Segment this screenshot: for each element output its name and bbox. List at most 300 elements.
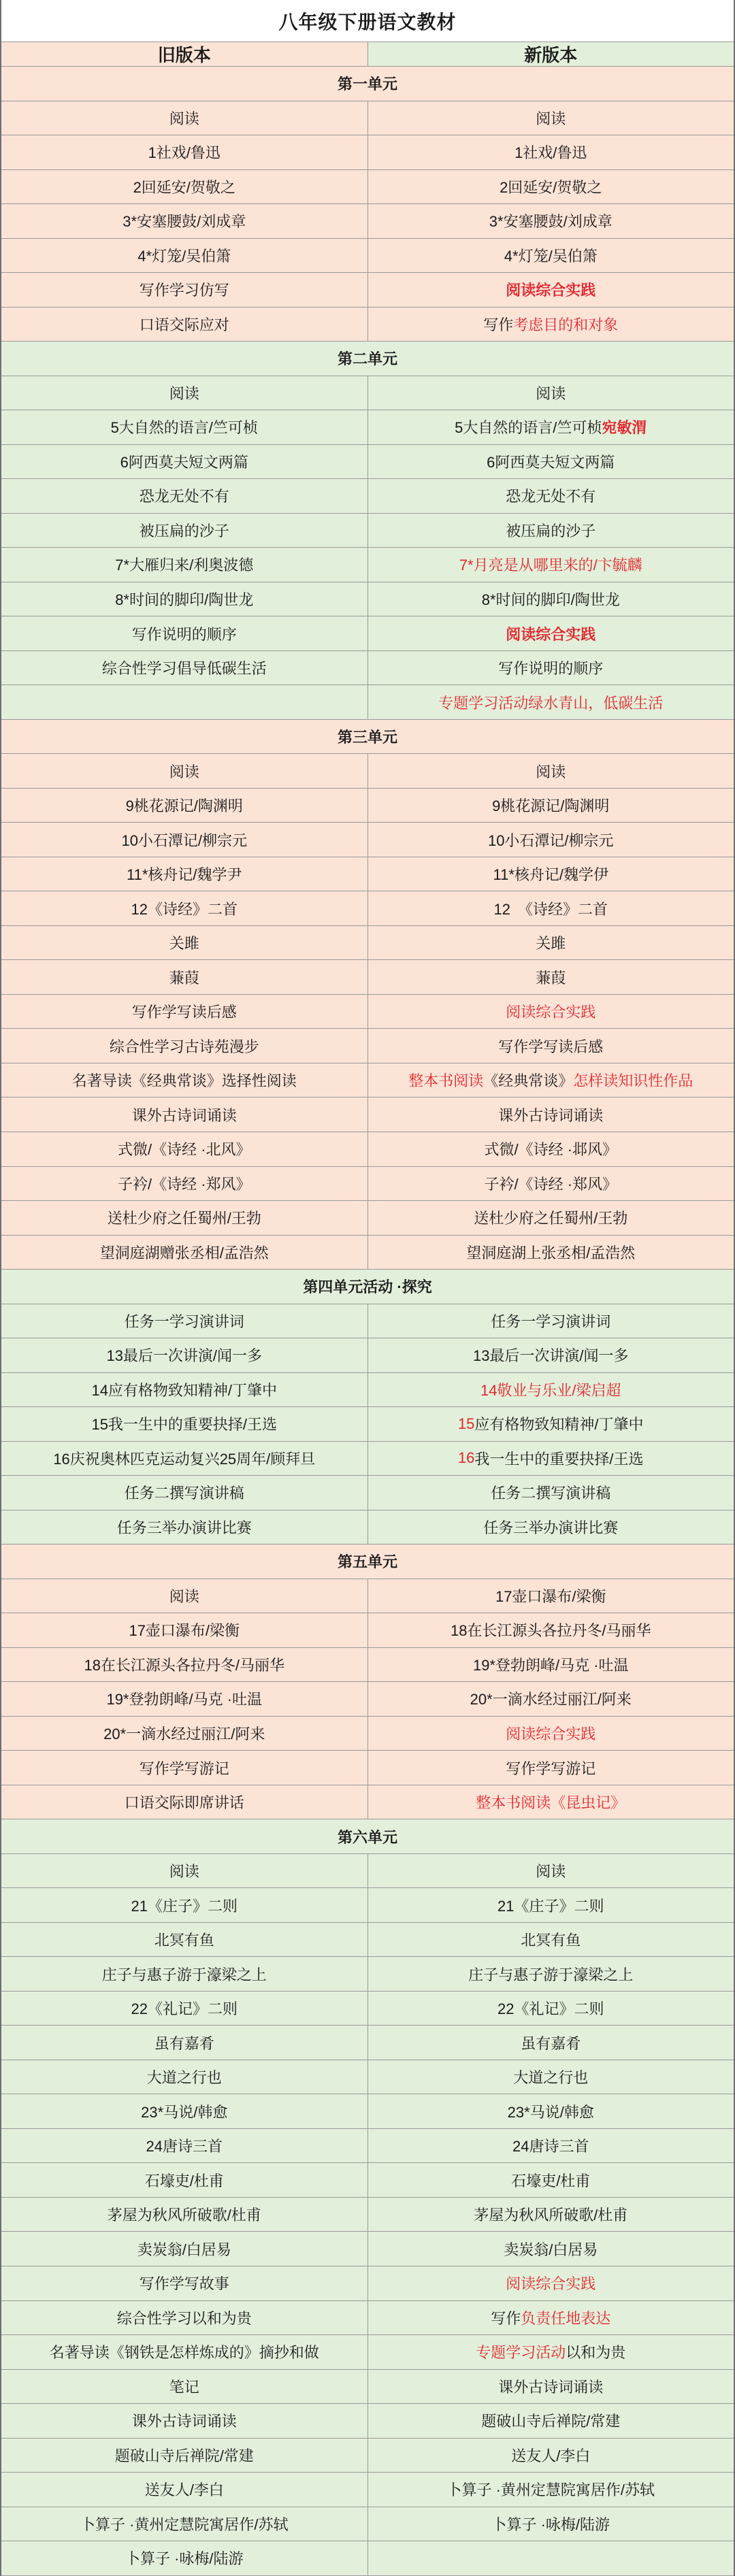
old-version-cell [1,1373,368,1407]
new-version-cell [368,2026,734,2060]
cell-text: 《经典常谈》 [483,1072,574,1090]
cell-text: 阅读 [169,384,199,402]
old-version-cell [1,1957,368,1991]
cell-text: 15我一生中的重要抉择/王选 [91,1416,278,1434]
highlighted-text: 负责任地表达 [521,2309,611,2327]
section-title: 第六单元 [337,1828,397,1846]
old-version-cell [1,2301,368,2335]
new-version-cell [368,2060,734,2094]
old-version-cell [1,1854,368,1888]
old-version-cell [1,1201,368,1235]
cell-text: 任务三举办演讲比赛 [116,1519,252,1536]
new-version-cell [368,1407,734,1441]
new-version-cell [368,2129,734,2163]
old-version-cell [1,376,368,410]
cell-text: 2回延安/贺敬之 [500,178,602,196]
section-header-row [1,67,734,101]
new-version-cell [368,995,734,1029]
cell-text: 关雎 [536,935,566,953]
highlighted-text: 16 [457,1449,475,1467]
cell-text: 卖炭翁/白居易 [504,2241,598,2258]
new-version-cell [368,2404,734,2438]
old-version-cell [1,754,368,788]
new-version-cell [368,960,734,994]
new-version-cell [368,926,734,960]
table-row [1,1682,734,1717]
cell-text: 5大自然的语言/竺可桢 [110,419,258,437]
cell-text: 大道之行也 [146,2069,222,2087]
new-version-cell [368,789,734,823]
highlighted-text: 专题学习活动 [476,2344,566,2362]
cell-text: 9桃花源记/陶渊明 [125,797,243,815]
table-row [1,170,734,205]
cell-text: 阅读 [169,763,199,780]
table-row [1,1029,734,1063]
cell-text: 子衿/《诗经 ·郑风》 [117,1175,251,1193]
highlighted-text: 阅读综合实践 [506,625,596,643]
cell-text: 任务一学习演讲词 [491,1312,611,1330]
new-version-cell [368,135,734,169]
table-row [1,410,734,445]
highlighted-text: 阅读综合实践 [506,1725,596,1743]
cell-text: 22《礼记》二则 [131,2000,238,2018]
cell-text: 21《庄子》二则 [131,1897,238,1915]
table-row [1,2026,734,2060]
old-version-cell [1,1682,368,1716]
cell-text: 虽有嘉肴 [154,2034,214,2052]
new-version-cell [368,548,734,582]
highlighted-text: 专题学习活动绿水青山，低碳生活 [438,694,664,712]
table-row [1,2198,734,2232]
table-row [1,2370,734,2405]
table-row [1,2404,734,2439]
table-row [1,960,734,995]
table-row [1,1923,734,1958]
table-row [1,445,734,480]
old-version-cell [1,2026,368,2060]
old-version-cell [1,170,368,204]
table-row [1,1442,734,1476]
cell-text: 写作 [491,2309,521,2327]
new-version-cell [368,2301,734,2335]
old-version-cell [1,410,368,444]
cell-text: 名著导读《经典常谈》选择性阅读 [71,1072,297,1090]
old-version-cell [1,789,368,823]
cell-text: 望洞庭湖赠张丞相/孟浩然 [99,1244,269,1261]
old-version-cell [1,1888,368,1922]
cell-text: 口语交际即席讲话 [124,1794,244,1812]
table-row [1,2335,734,2370]
old-version-cell [1,273,368,307]
cell-text: 2回延安/贺敬之 [133,178,235,196]
new-version-cell [368,1132,734,1166]
cell-text: 送杜少府之任蜀州/王勃 [474,1210,628,1227]
cell-text: 口语交际应对 [139,316,229,333]
table-row [1,1201,734,1236]
new-version-cell [368,479,734,513]
cell-text: 恐龙无处不有 [139,488,229,506]
cell-text: 被压扁的沙子 [506,522,596,540]
cell-text: 19*登勃朗峰/马克 ·吐温 [106,1691,263,1708]
new-version-cell [368,410,734,444]
table-row [1,823,734,857]
highlighted-text: 整本书阅读《昆虫记》 [476,1794,626,1812]
table-row [1,2439,734,2473]
new-version-cell [368,1785,734,1819]
new-version-cell [368,1373,734,1407]
cell-text: 恐龙无处不有 [506,488,596,506]
table-row [1,1338,734,1373]
table-row [1,616,734,651]
table-row [1,1167,734,1202]
old-version-cell [1,1785,368,1819]
cell-text: 24唐诗三首 [512,2138,589,2156]
highlighted-text: 宛敏渭 [602,419,647,437]
table-row [1,1132,734,1167]
cell-text: 题破山寺后禅院/常建 [114,2447,254,2464]
cell-text: 写作学写读后感 [498,1038,604,1055]
cell-text: 被压扁的沙子 [139,522,229,540]
old-version-cell [1,1442,368,1476]
cell-text: 蒹葭 [169,969,199,987]
cell-text: 5大自然的语言/竺可桢 [455,419,602,437]
cell-text: 综合性学习古诗苑漫步 [109,1038,259,1055]
table-row [1,685,734,720]
section-header-row [1,720,734,755]
old-version-cell [1,239,368,273]
cell-text: 9桃花源记/陶渊明 [492,797,610,815]
table-row [1,891,734,926]
old-version-cell [1,1579,368,1613]
cell-text: 19*登勃朗峰/马克 ·吐温 [472,1656,629,1674]
old-version-cell [1,2404,368,2438]
cell-text: 16庆祝奥林匹克运动复兴25周年/顾拜旦 [53,1450,316,1468]
cell-text: 7*大雁归来/利奥波德 [115,557,254,574]
new-version-cell [368,2473,734,2507]
table-row [1,1510,734,1545]
table-row [1,995,734,1029]
new-version-cell [368,891,734,925]
new-version-cell [368,857,734,891]
new-version-cell [368,1992,734,2026]
cell-text: 送友人/李白 [511,2447,591,2464]
table-row [1,1407,734,1442]
new-version-cell [368,1167,734,1201]
new-version-cell [368,1201,734,1235]
cell-text: 卜算子 ·黄州定慧院寓居作/苏轼 [446,2481,655,2499]
cell-text: 卜算子 ·咏梅/陆游 [491,2515,610,2533]
old-version-cell [1,2129,368,2163]
table-row [1,1992,734,2026]
old-version-cell [1,2507,368,2541]
cell-text: 20*一滴水经过丽江/阿来 [470,1691,632,1708]
cell-text: 6阿西莫夫短文两篇 [487,453,615,471]
old-version-cell [1,1717,368,1751]
cell-text: 11*核舟记/魏学尹 [126,866,242,884]
cell-text: 13最后一次讲演/闻一多 [106,1347,263,1365]
table-row [1,1476,734,1510]
highlighted-text: 考虑目的和对象 [513,316,619,333]
old-version-cell [1,1236,368,1270]
table-row [1,789,734,823]
old-version-cell [1,2094,368,2128]
cell-text: 6阿西莫夫短文两篇 [120,453,248,471]
new-version-cell [368,2370,734,2404]
old-version-cell [1,514,368,548]
table-row [1,2232,734,2266]
cell-text: 21《庄子》二则 [497,1897,604,1915]
cell-text: 课外古诗词诵读 [498,2378,604,2396]
table-row [1,479,734,514]
new-version-cell [368,1338,734,1372]
cell-text: 课外古诗词诵读 [131,2413,237,2430]
new-version-cell [368,1510,734,1545]
new-version-cell [368,1613,734,1647]
new-version-cell [368,582,734,616]
table-row [1,754,734,789]
cell-text: 3*安塞腰鼓/刘成章 [489,213,612,231]
cell-text: 写作学写读后感 [131,1004,237,1021]
cell-text: 写作学写游记 [139,1760,229,1777]
new-version-cell [368,823,734,857]
old-version-cell [1,1063,368,1097]
old-version-cell [1,1097,368,1132]
table-row [1,1717,734,1751]
section-header-row [1,1545,734,1579]
cell-text: 综合性学习倡导低碳生活 [101,660,267,678]
new-version-cell [368,273,734,307]
cell-text: 写作学写故事 [139,2275,229,2293]
old-version-cell [1,2370,368,2404]
highlighted-text: 整本书阅读 [408,1072,484,1090]
new-version-cell [368,1579,734,1613]
new-version-cell [368,204,734,238]
cell-text: 关雎 [169,935,199,953]
cell-text: 4*灯笼/吴伯箫 [504,247,598,265]
cell-text: 式微/《诗经 ·北风》 [117,1141,251,1159]
column-header-row [1,42,734,67]
table-row [1,2301,734,2336]
cell-text: 任务二撰写演讲稿 [491,1485,611,1502]
table-row [1,1304,734,1339]
table-row [1,239,734,274]
cell-text: 石壕吏/杜甫 [511,2172,591,2190]
old-version-cell [1,101,368,135]
new-version-cell [368,1029,734,1063]
table-row [1,514,734,548]
new-version-cell [368,1717,734,1751]
cell-text: 11*核舟记/魏学伊 [493,866,608,884]
table-row [1,2266,734,2301]
new-version-cell [368,685,734,719]
new-version-cell [368,2163,734,2197]
old-version-cell [1,651,368,685]
cell-text: 13最后一次讲演/闻一多 [472,1347,629,1365]
old-version-cell [1,685,368,719]
old-version-cell [1,2335,368,2369]
table-row [1,1751,734,1785]
old-version-cell [1,135,368,169]
cell-text: 18在长江源头各拉丹冬/马丽华 [450,1622,651,1640]
cell-text: 8*时间的脚印/陶世龙 [115,591,254,608]
section-title: 第五单元 [337,1553,397,1571]
new-version-cell [368,308,734,342]
old-version-cell [1,204,368,238]
highlighted-text: 阅读综合实践 [506,1004,596,1021]
section-header-row [1,1270,734,1304]
old-version-cell [1,1613,368,1647]
cell-text: 茅屋为秋风所破歌/杜甫 [107,2207,261,2224]
cell-text: 写作学习仿写 [139,282,229,299]
old-version-cell [1,548,368,582]
cell-text: 以和为贵 [566,2344,626,2362]
cell-text: 阅读 [536,110,566,127]
cell-text: 12 《诗经》二首 [493,900,608,918]
cell-text: 大道之行也 [513,2069,589,2087]
cell-text: 14应有格物致知精神/丁肇中 [91,1381,278,1399]
cell-text: 阅读 [536,384,566,402]
page-title: 八年级下册语文教材 [1,0,734,42]
old-version-cell [1,2473,368,2507]
old-version-cell [1,445,368,479]
highlighted-text: 怎样读知识性作品 [573,1072,693,1090]
old-version-cell [1,479,368,513]
cell-text: 任务三举办演讲比赛 [483,1519,619,1536]
new-version-cell [368,2507,734,2541]
old-version-cell [1,891,368,925]
table-row [1,204,734,239]
cell-text: 北冥有鱼 [154,1932,214,1949]
cell-text: 阅读 [169,1587,199,1605]
old-version-cell [1,1751,368,1785]
old-version-cell [1,616,368,650]
cell-text: 23*马说/韩愈 [507,2103,594,2121]
table-row [1,2541,734,2576]
new-version-cell [368,376,734,410]
new-version-cell [368,1097,734,1132]
old-version-cell [1,1476,368,1510]
cell-text: 任务一学习演讲词 [124,1312,244,1330]
new-version-cell [368,1648,734,1682]
old-version-cell [1,857,368,891]
new-version-cell [368,2541,734,2575]
old-version-cell [1,1338,368,1372]
highlighted-text: 7*月亮是从哪里来的/卞毓麟 [459,557,642,574]
cell-text: 卖炭翁/白居易 [137,2241,231,2258]
cell-text: 12《诗经》二首 [131,900,238,918]
new-version-cell [368,1682,734,1716]
cell-text: 写作 [483,316,514,333]
cell-text: 综合性学习以和为贵 [116,2309,252,2327]
new-version-cell [368,1854,734,1888]
table-row [1,1888,734,1923]
cell-text: 应有格物致知精神/丁肇中 [474,1416,644,1434]
cell-text: 庄子与惠子游于濠梁之上 [101,1966,267,1983]
new-version-cell [368,101,734,135]
cell-text: 8*时间的脚印/陶世龙 [481,591,620,608]
cell-text: 卜算子 ·咏梅/陆游 [125,2550,244,2568]
old-version-cell [1,960,368,994]
table-row [1,2473,734,2507]
table-row [1,2129,734,2164]
old-version-cell [1,2439,368,2473]
cell-text: 茅屋为秋风所破歌/杜甫 [474,2207,628,2224]
cell-text: 任务二撰写演讲稿 [124,1485,244,1502]
old-version-cell [1,1132,368,1166]
cell-text: 阅读 [169,110,199,127]
old-version-cell [1,1304,368,1338]
cell-text: 子衿/《诗经 ·郑风》 [484,1175,618,1193]
new-version-header: 新版本 [368,42,734,66]
new-version-cell [368,2335,734,2369]
cell-text: 课外古诗词诵读 [131,1106,237,1124]
cell-text: 石壕吏/杜甫 [144,2172,224,2190]
old-version-header: 旧版本 [1,42,368,66]
old-version-cell [1,926,368,960]
old-version-cell [1,2163,368,2197]
cell-text: 虽有嘉肴 [521,2034,581,2052]
table-row [1,2507,734,2542]
table-row [1,1613,734,1648]
table-row [1,101,734,136]
table-row [1,1097,734,1132]
new-version-cell [368,1063,734,1097]
cell-text: 庄子与惠子游于濠梁之上 [468,1966,634,1983]
cell-text: 10小石潭记/柳宗元 [121,831,248,849]
cell-text: 写作说明的顺序 [131,625,237,643]
section-title: 第四单元活动 ·探究 [303,1278,432,1296]
new-version-cell [368,1236,734,1270]
cell-text: 送友人/李白 [144,2481,224,2499]
cell-text: 写作说明的顺序 [498,660,604,678]
table-row [1,308,734,342]
table-body [1,67,734,2576]
cell-text: 4*灯笼/吴伯箫 [137,247,231,265]
section-title: 第二单元 [337,350,397,368]
cell-text: 卜算子 ·黄州定慧院寓居作/苏轼 [80,2515,289,2533]
cell-text: 送杜少府之任蜀州/王勃 [107,1210,261,1227]
old-version-cell [1,2060,368,2094]
table-row [1,1957,734,1992]
new-version-cell [368,2439,734,2473]
new-version-cell [368,1957,734,1991]
highlighted-text: 阅读综合实践 [506,2275,596,2293]
table-row [1,2060,734,2095]
old-version-cell [1,1992,368,2026]
table-row [1,273,734,308]
table-row [1,1373,734,1408]
old-version-cell [1,1648,368,1682]
new-version-cell [368,1476,734,1510]
old-version-cell [1,1167,368,1201]
table-row [1,376,734,411]
cell-text: 1社戏/鲁迅 [514,144,587,162]
cell-text: 22《礼记》二则 [497,2000,604,2018]
new-version-cell [368,754,734,788]
table-row [1,1648,734,1683]
cell-text: 1社戏/鲁迅 [148,144,220,162]
section-title: 第三单元 [337,729,397,746]
new-version-cell [368,1751,734,1785]
cell-text: 名著导读《钢铁是怎样炼成的》摘抄和做 [49,2344,319,2362]
cell-text: 17壶口瀑布/梁衡 [495,1587,606,1605]
section-title: 第一单元 [337,76,397,93]
cell-text: 阅读 [536,1863,566,1881]
cell-text: 课外古诗词诵读 [498,1106,604,1124]
table-row [1,135,734,170]
new-version-cell [368,616,734,650]
old-version-cell [1,1510,368,1545]
